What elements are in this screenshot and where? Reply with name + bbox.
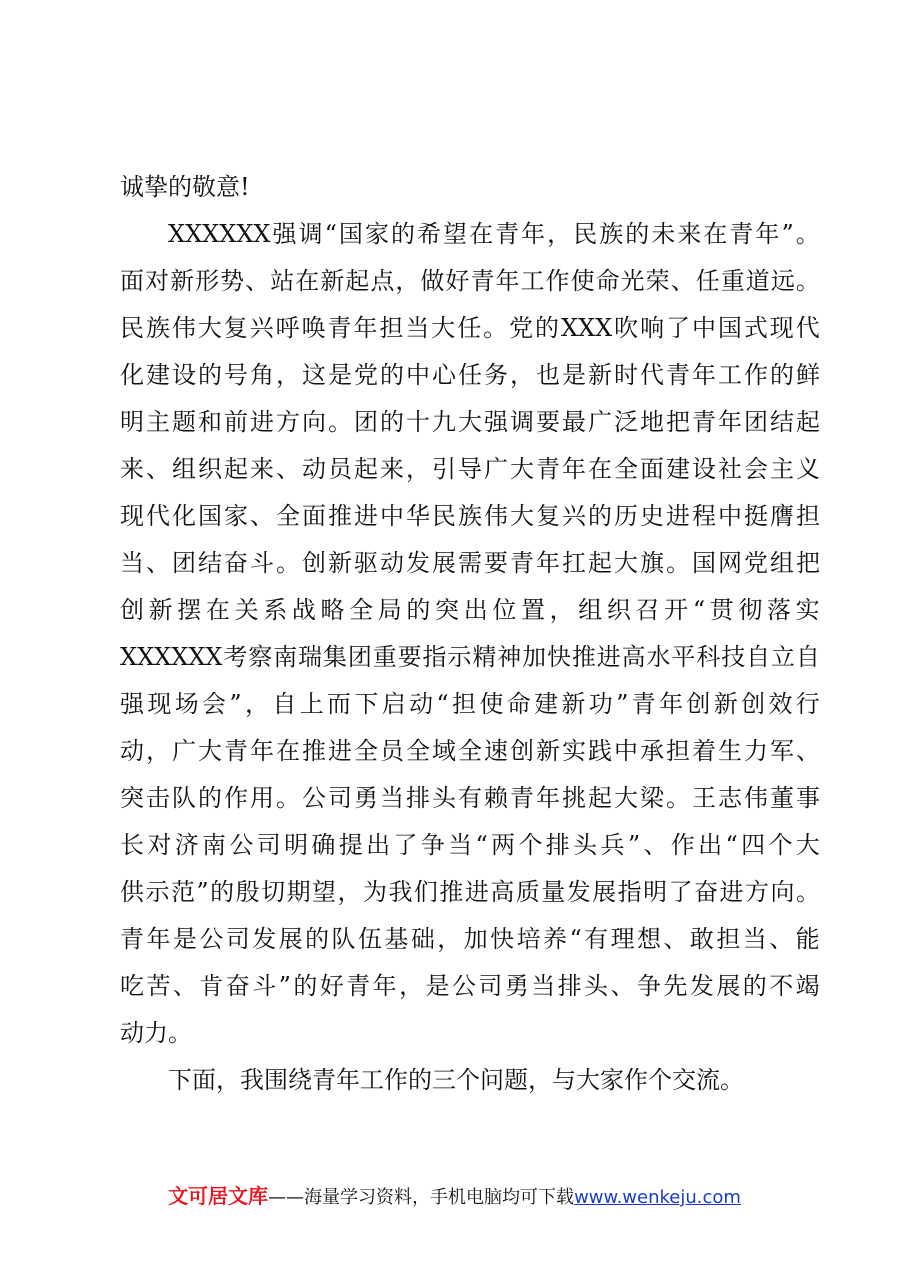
text-line: 化 建 设 的 号 角 ， 这 是 党 的 中 心 任 务 ， 也 是 新 时 代 青 年 工 作 的 鲜: [120, 361, 820, 389]
text-line: XXXXXX 强 调 “ 国 家 的 希 望 在 青 年 ， 民 族 的 未 来 在 青 年 ” 。: [168, 220, 820, 248]
text-line: 明 主 题 和 前 进 方 向 。 团 的 十 九 大 强 调 要 最 广 泛 地 把 青 年 团 结 起: [120, 408, 820, 436]
text-line: 吃 苦 、 肯 奋 斗 ” 的 好 青 年 ， 是 公 司 勇 当 排 头 、 争 先 发 展 的 不 竭: [120, 972, 820, 1000]
text-line: 青 年 是 公 司 发 展 的 队 伍 基 础 ， 加 快 培 养 “ 有 理 想 、 敢 担 当 、 能: [120, 925, 820, 953]
footer-tagline: ——海量学习资料，手机电脑均可下载: [268, 1187, 575, 1208]
footer-banner: [0, 1180, 909, 1209]
text-line: 面 对 新 形 势 、 站 在 新 起 点 ， 做 好 青 年 工 作 使 命 光 荣 、 任 重 道 远 。: [120, 267, 820, 295]
document-body: [120, 164, 820, 1104]
text-line: XXXXXX 考 察 南 瑞 集 团 重 要 指 示 精 神 加 快 推 进 高 水 平 科 技 自 立 自: [120, 643, 820, 671]
text-line: 现 代 化 国 家 、 全 面 推 进 中 华 民 族 伟 大 复 兴 的 历 史 进 程 中 挺 膺 担: [120, 502, 820, 530]
text-line: 强 现 场 会 ” ， 自 上 而 下 启 动 “ 担 使 命 建 新 功 ” 青 年 创 新 创 效 行: [120, 690, 820, 718]
text-line: 当 、 团 结 奋 斗 。 创 新 驱 动 发 展 需 要 青 年 扛 起 大 旗 。 国 网 党 组 把: [120, 549, 820, 577]
text-line: 供 示 范 ” 的 殷 切 期 望 ， 为 我 们 推 进 高 质 量 发 展 指 明 了 奋 进 方 向 。: [120, 878, 820, 906]
text-line: 诚挚的敬意!: [120, 173, 250, 201]
footer-site-link[interactable]: www.wenkeju.com: [574, 1187, 741, 1208]
text-line: 下面，我围绕青年工作的三个问题，与大家作个交流。: [168, 1066, 744, 1094]
text-line: 动力。: [120, 1019, 192, 1047]
text-line: 长 对 济 南 公 司 明 确 提 出 了 争 当 “ 两 个 排 头 兵 ” 、 作 出 “ 四 个 大: [120, 831, 820, 859]
text-line: 突 击 队 的 作 用 。 公 司 勇 当 排 头 有 赖 青 年 挑 起 大 梁 。 王 志 伟 董 事: [120, 784, 820, 812]
text-line: 来 、 组 织 起 来 、 动 员 起 来 ， 引 导 广 大 青 年 在 全 面 建 设 社 会 主 义: [120, 455, 820, 483]
text-line: 创 新 摆 在 关 系 战 略 全 局 的 突 出 位 置 ， 组 织 召 开 “ 贯 彻 落 实: [120, 596, 820, 624]
text-line: 民 族 伟 大 复 兴 呼 唤 青 年 担 当 大 任 。 党 的 XXX 吹 响 了 中 国 式 现 代: [120, 314, 820, 342]
text-line: 动 ， 广 大 青 年 在 推 进 全 员 全 域 全 速 创 新 实 践 中 承 担 着 生 力 军 、: [120, 737, 820, 765]
footer-brand: 文可居文库: [168, 1184, 269, 1208]
